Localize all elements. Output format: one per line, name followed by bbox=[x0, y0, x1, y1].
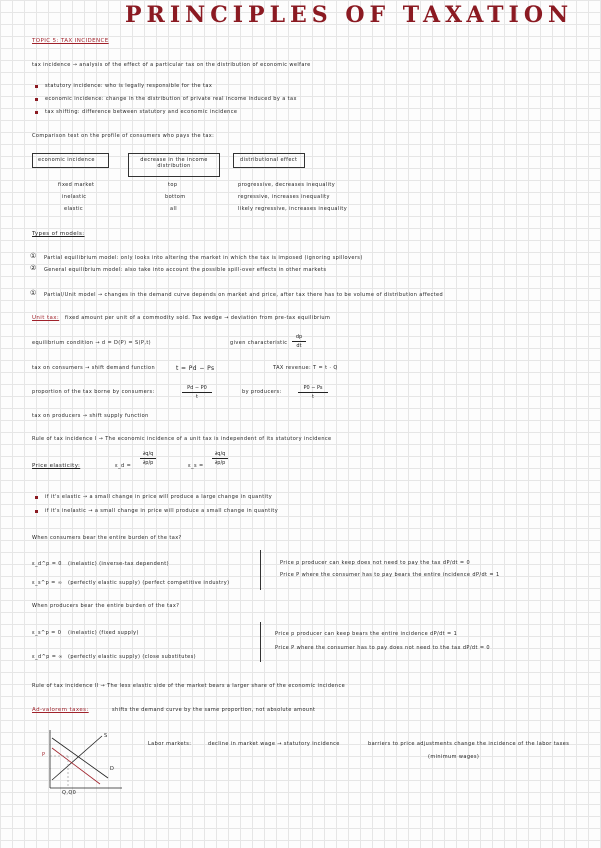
graph-label-p: P bbox=[42, 752, 46, 758]
bullet-dot bbox=[35, 111, 38, 114]
box-label: distributional effect bbox=[240, 157, 298, 163]
marker-3: ① bbox=[30, 289, 37, 297]
frac-den: t bbox=[312, 394, 314, 400]
cons-right: Price p producer can keep does not need to pay the tax dP/dt = 0 bbox=[280, 560, 471, 566]
topic-heading: TOPIC 5: TAX INCIDENCE bbox=[32, 38, 109, 44]
ad-valorem-text: shifts the demand curve by the same proportion, not absolute amount bbox=[112, 707, 316, 713]
prop-prod-fraction bbox=[298, 385, 328, 400]
graph-label-d: D bbox=[110, 766, 115, 772]
prop-line: proportion of the tax borne by consumers: bbox=[32, 389, 155, 395]
tax-formula: t = Pd − Ps bbox=[176, 365, 215, 372]
box-label: economic incidence bbox=[38, 157, 95, 163]
col-right-item: progressive, decreases inequality bbox=[238, 182, 336, 188]
compare-line: Comparison test on the profile of consumers who pays the tax: bbox=[32, 133, 215, 139]
bullet-dot bbox=[35, 496, 38, 499]
eq-condition: equilibrium condition → d = D(P) = S(P,t) bbox=[32, 340, 152, 346]
graph-label-q: Q,Q0 bbox=[62, 790, 77, 796]
prod-right: Price p producer can keep bears the entire incidence dP/dt = 1 bbox=[275, 631, 458, 637]
col-left-item: elastic bbox=[64, 206, 84, 212]
prod-right: Price P where the consumer has to pay does not need to the tax dP/dt = 0 bbox=[275, 645, 490, 651]
prod-text: (perfectly elastic supply) (close substitutes) bbox=[68, 654, 197, 660]
col-left-item: fixed market bbox=[58, 182, 95, 188]
col-middle-item: all bbox=[170, 206, 178, 212]
col-left-item: inelastic bbox=[62, 194, 87, 200]
frac-num: Pd − P0 bbox=[187, 385, 207, 391]
bullet-dot bbox=[35, 98, 38, 101]
graph-label-s: S bbox=[104, 733, 108, 739]
frac-den: dt bbox=[296, 343, 302, 349]
tax-producers: tax on producers → shift supply function bbox=[32, 413, 149, 419]
eq-right: given characteristic bbox=[230, 340, 288, 346]
cons-text: (inelastic) (inverse-tax dependent) bbox=[68, 561, 169, 567]
price-elasticity-label: Price elasticity: bbox=[32, 463, 81, 469]
elast-bullet: if it's elastic → a small change in price will produce a large change in quantity bbox=[45, 494, 273, 500]
ad-valorem-label: Ad-valorem taxes: bbox=[32, 707, 89, 713]
cons-text: (perfectly elastic supply) (perfect competitive industry) bbox=[68, 580, 230, 586]
frac-den: ∂p/p bbox=[214, 460, 226, 466]
frac-num: ∂q/q bbox=[214, 451, 226, 457]
type-item: General equilibrium model: also take into account the possible spill-over effects in other markets bbox=[44, 267, 327, 273]
marker-1: ① bbox=[30, 252, 37, 260]
prod-lhs: ε_s^p = 0 bbox=[32, 630, 62, 636]
box-label: decrease in the income distribution bbox=[140, 157, 208, 169]
cons-lhs: ε_d^p = 0 bbox=[32, 561, 62, 567]
type-item: Partial/Unit model → changes in the demand curve depends on market and price, after tax there has to be volume of distribution affected bbox=[44, 292, 444, 298]
bullet-item: economic incidence: change in the distribution of private real income induced by a tax bbox=[45, 96, 297, 102]
final-right-2: (minimum wages) bbox=[428, 754, 480, 760]
col-middle-item: top bbox=[168, 182, 178, 188]
elast-d-lhs: ε_d = bbox=[115, 463, 132, 469]
marker-2: ② bbox=[30, 264, 37, 272]
types-heading: Types of models: bbox=[32, 231, 85, 237]
bullet-item: tax shifting: difference between statutory and economic incidence bbox=[45, 109, 238, 115]
frac-num: ∂q/q bbox=[142, 451, 154, 457]
unit-tax-label: Unit tax: bbox=[32, 315, 60, 321]
frac-den: t bbox=[196, 394, 198, 400]
supply-demand-graph bbox=[30, 728, 125, 798]
divider bbox=[260, 622, 261, 662]
rule-2: Rule of tax incidence II → The less elastic side of the market bears a larger share of the economic incidence bbox=[32, 683, 346, 689]
elast-s-lhs: ε_s = bbox=[188, 463, 204, 469]
prod-text: (inelastic) (fixed supply) bbox=[68, 630, 139, 636]
bullet-dot bbox=[35, 510, 38, 513]
type-item: Partial equilibrium model: only looks into altering the market in which the tax is imposed (ignoring spillovers) bbox=[44, 255, 363, 261]
prod-lhs: ε_d^p = ∞ bbox=[32, 654, 63, 660]
bullet-dot bbox=[35, 85, 38, 88]
prop-producers: by producers: bbox=[242, 389, 282, 395]
cons-lhs: ε_s^p = ∞ bbox=[32, 580, 63, 586]
page-title: PRINCIPLES OF TAXATION bbox=[125, 2, 574, 28]
eq-right-fraction bbox=[292, 334, 306, 349]
frac-num: P0 − Ps bbox=[303, 385, 323, 391]
col-right-item: likely regressive, increases inequality bbox=[238, 206, 348, 212]
q-producers: When producers bear the entire burden of the tax? bbox=[32, 603, 180, 609]
divider bbox=[260, 550, 261, 590]
tax-line: tax on consumers → shift demand function bbox=[32, 365, 156, 371]
unit-tax-text: fixed amount per unit of a commodity sold. Tax wedge → deviation from pre-tax equilibrium bbox=[65, 315, 331, 321]
col-middle-item: bottom bbox=[165, 194, 186, 200]
elast-s-fraction bbox=[212, 451, 228, 466]
bullet-item: statutory incidence: who is legally responsible for the tax bbox=[45, 83, 213, 89]
cons-right: Price P where the consumer has to pay bears the entire incidence dP/dt = 1 bbox=[280, 572, 500, 578]
prop-fraction bbox=[182, 385, 212, 400]
tax-revenue: TAX revenue: T = t · Q bbox=[273, 365, 338, 371]
final-mid: decline in market wage → statutory incidence bbox=[208, 741, 340, 747]
final-right: barriers to price adjustments change the incidence of the labor taxes bbox=[368, 741, 570, 747]
intro-text: tax incidence → analysis of the effect of a particular tax on the distribution of economic welfare bbox=[32, 62, 311, 68]
frac-num: dp bbox=[295, 334, 303, 340]
q-consumers: When consumers bear the entire burden of the tax? bbox=[32, 535, 182, 541]
col-right-item: regressive, increases inequality bbox=[238, 194, 330, 200]
final-left: Labor markets: bbox=[148, 741, 192, 747]
rule-1: Rule of tax incidence I → The economic incidence of a unit tax is independent of its statutory incidence bbox=[32, 436, 332, 442]
elast-d-fraction bbox=[140, 451, 156, 466]
elast-bullet: if it's inelastic → a small change in price will produce a small change in quantity bbox=[45, 508, 279, 514]
frac-den: ∂p/p bbox=[142, 460, 154, 466]
